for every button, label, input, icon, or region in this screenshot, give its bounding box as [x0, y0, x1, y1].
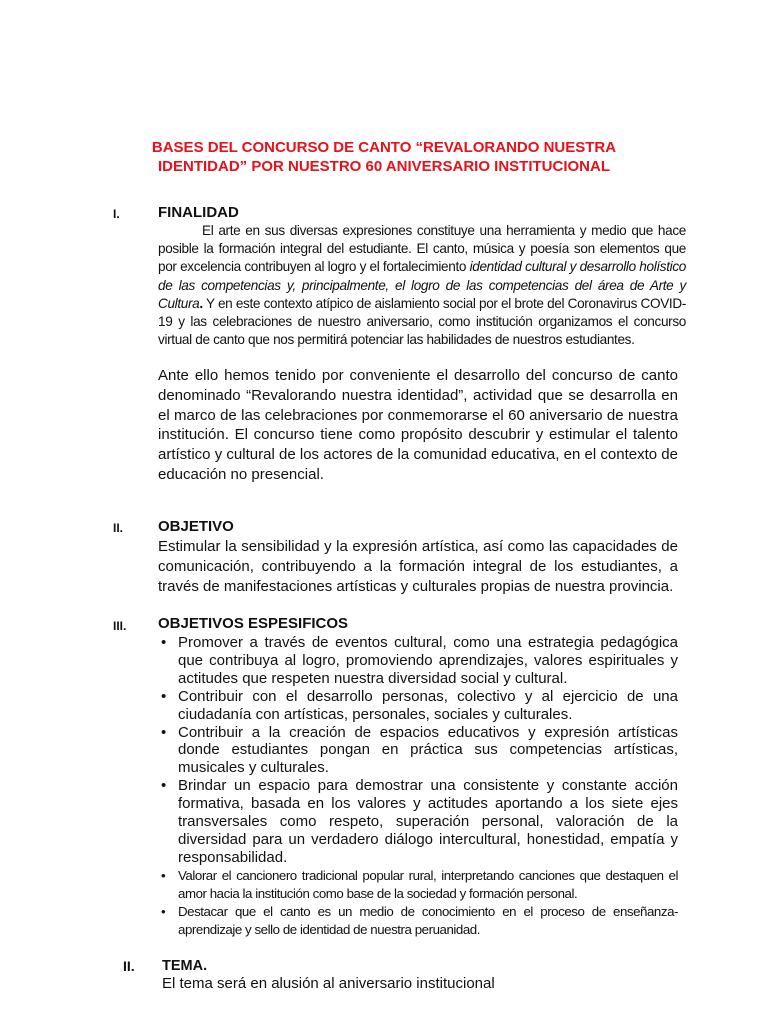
finalidad-paragraph-1-italic: identidad cultural y desarrollo holístico de las competencias y, principalmente, el logro de las competencias del área de Arte y Cultura — [158, 259, 686, 311]
finalidad-paragraph-1 — [158, 222, 686, 349]
section-numeral-finalidad: I. — [113, 207, 120, 221]
objetivo-paragraph: Estimular la sensibilidad y la expresión artística, así como las capacidades de comunicación, contribuyendo a la formación integral de los estudiantes, a través de manifestaciones artísticas y culturales propias de nuestra provincia. — [158, 538, 678, 595]
section-numeral-objetivo: II. — [113, 521, 124, 535]
list-item — [158, 634, 678, 688]
bullet-icon: • — [161, 723, 167, 741]
list-item — [158, 777, 678, 867]
list-item-text: Destacar que el canto es un medio de conocimiento en el proceso de enseñanza-aprendizaje y sello de identidad de nuestra peruanidad. — [178, 904, 678, 938]
section-heading-finalidad: FINALIDAD — [158, 204, 239, 221]
bullet-icon: • — [161, 777, 167, 795]
list-item — [158, 688, 678, 724]
bullet-icon: • — [161, 634, 167, 651]
list-item-text: Contribuir con el desarrollo personas, colectivo y al ejercicio de una ciudadanía con artísticas, personales, sociales y culturales. — [178, 687, 678, 723]
list-item-text: Valorar el cancionero tradicional popular rural, interpretando canciones que destaquen el amor hacia la institución como base de la sociedad y formación personal. — [178, 867, 678, 901]
document-title: BASES DEL CONCURSO DE CANTO “REVALORANDO NUESTRA IDENTIDAD” POR NUESTRO 60 ANIVERSARIO INSTITUCIONAL — [151, 139, 617, 175]
section-heading-tema: TEMA. — [162, 958, 208, 974]
tema-paragraph: El tema será en alusión al aniversario institucional — [162, 975, 495, 992]
objectives-list — [158, 634, 678, 940]
list-item-text: Promover a través de eventos cultural, como una estrategia pedagógica que contribuya al logro, promoviendo aprendizajes, valores espirituales y actitudes que respeten nuestra diversidad social y cultural. — [178, 634, 678, 687]
list-item-text: Contribuir a la creación de espacios educativos y expresión artísticas donde estudiantes pongan en práctica sus competencias artísticas, musicales y culturales. — [178, 723, 678, 777]
bullet-icon: • — [161, 904, 166, 920]
section-numeral-tema: II. — [123, 958, 135, 974]
bullet-icon: • — [161, 687, 167, 705]
finalidad-paragraph-1-text-b: Y en este contexto atípico de aislamiento social por el brote del Coronavirus COVID-19 y las celebraciones de nuestro aniversario, como institución organizamos el concurso virtual de canto que nos permitirá potenciar las habilidades de nuestros estudiantes. — [158, 295, 686, 348]
list-item — [158, 903, 678, 939]
list-item-text: Brindar un espacio para demostrar una consistente y constante acción formativa, basada en los valores y actitudes aportando a los siete ejes transversales como respeto, superación personal, valoración de la diversidad para un verdadero diálogo intercultural, honestidad, empatía y responsabilidad. — [178, 777, 678, 866]
section-heading-objetivo: OBJETIVO — [158, 518, 234, 535]
list-item — [158, 867, 678, 903]
bullet-icon: • — [161, 867, 166, 883]
section-heading-especificos: OBJETIVOS ESPESIFICOS — [158, 615, 349, 632]
finalidad-paragraph-1-bold: . — [199, 295, 203, 311]
finalidad-paragraph-2: Ante ello hemos tenido por conveniente el desarrollo del concurso de canto denominado “Revalorando nuestra identidad”, actividad que se desarrolla en el marco de las celebraciones por conmemorarse el 60 aniversario de nuestra institución. El concurso tiene como propósito descubrir y estimular el talento artístico y cultural de los actores de la comunidad educativa, en el contexto de educación no presencial. — [158, 367, 678, 483]
section-numeral-especificos: III. — [113, 619, 127, 633]
finalidad-paragraph-1-text-a: El arte en sus diversas expresiones constituye una herramienta y medio que hace posible la formación integral del estudiante. El canto, música y poesía son elementos que por excelencia contribuyen al logro y el fortalecimiento — [158, 223, 686, 275]
list-item — [158, 724, 678, 778]
